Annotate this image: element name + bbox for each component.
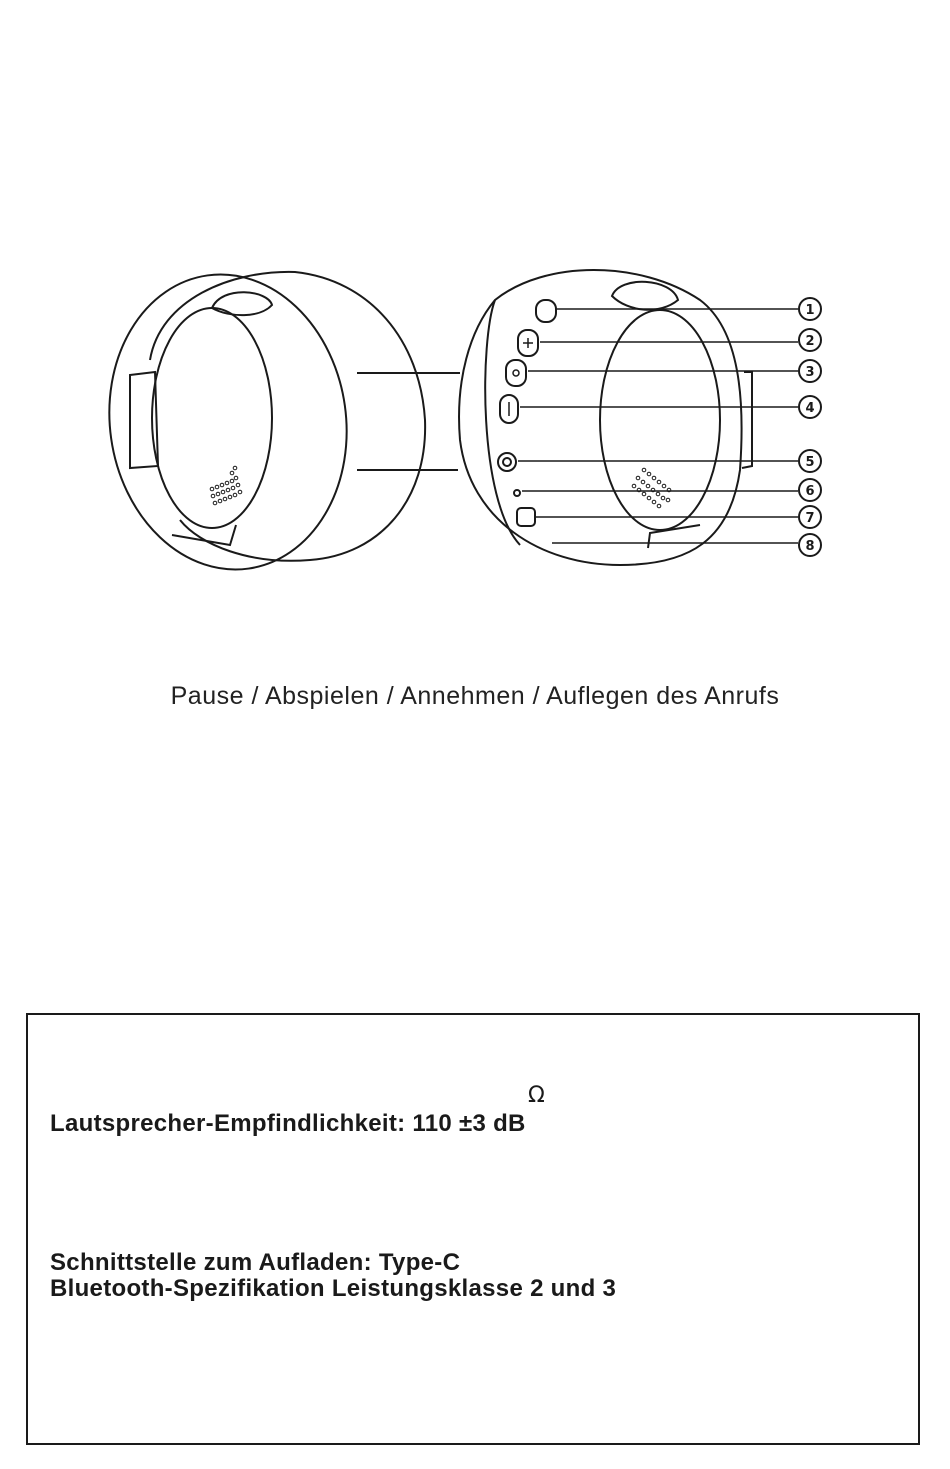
callout-3: 3: [805, 365, 815, 380]
spec-sensitivity: Lautsprecher-Empfindlichkeit: 110 ±3 dB: [50, 1110, 526, 1137]
headphones-diagram: [0, 0, 950, 640]
spec-charging: Schnittstelle zum Aufladen: Type-C: [50, 1249, 461, 1276]
callout-8: 8: [805, 539, 815, 554]
right-mic-dots: [632, 468, 671, 508]
caption: Pause / Abspielen / Annehmen / Auflegen des Anrufs: [170, 682, 780, 710]
spec-box: [26, 1013, 920, 1445]
callout-1: 1: [805, 303, 815, 318]
callout-6: 6: [805, 484, 815, 499]
left-mic-dots: [210, 466, 242, 505]
callout-7: 7: [805, 511, 815, 526]
spec-bluetooth: Bluetooth-Spezifikation Leistungsklasse 2 und 3: [50, 1275, 617, 1302]
callout-5: 5: [805, 455, 815, 470]
ohm-symbol: Ω: [528, 1083, 545, 1108]
right-earcup: [459, 270, 752, 565]
callout-4: 4: [805, 401, 815, 416]
left-earcup: [91, 259, 426, 585]
callout-2: 2: [805, 334, 815, 349]
